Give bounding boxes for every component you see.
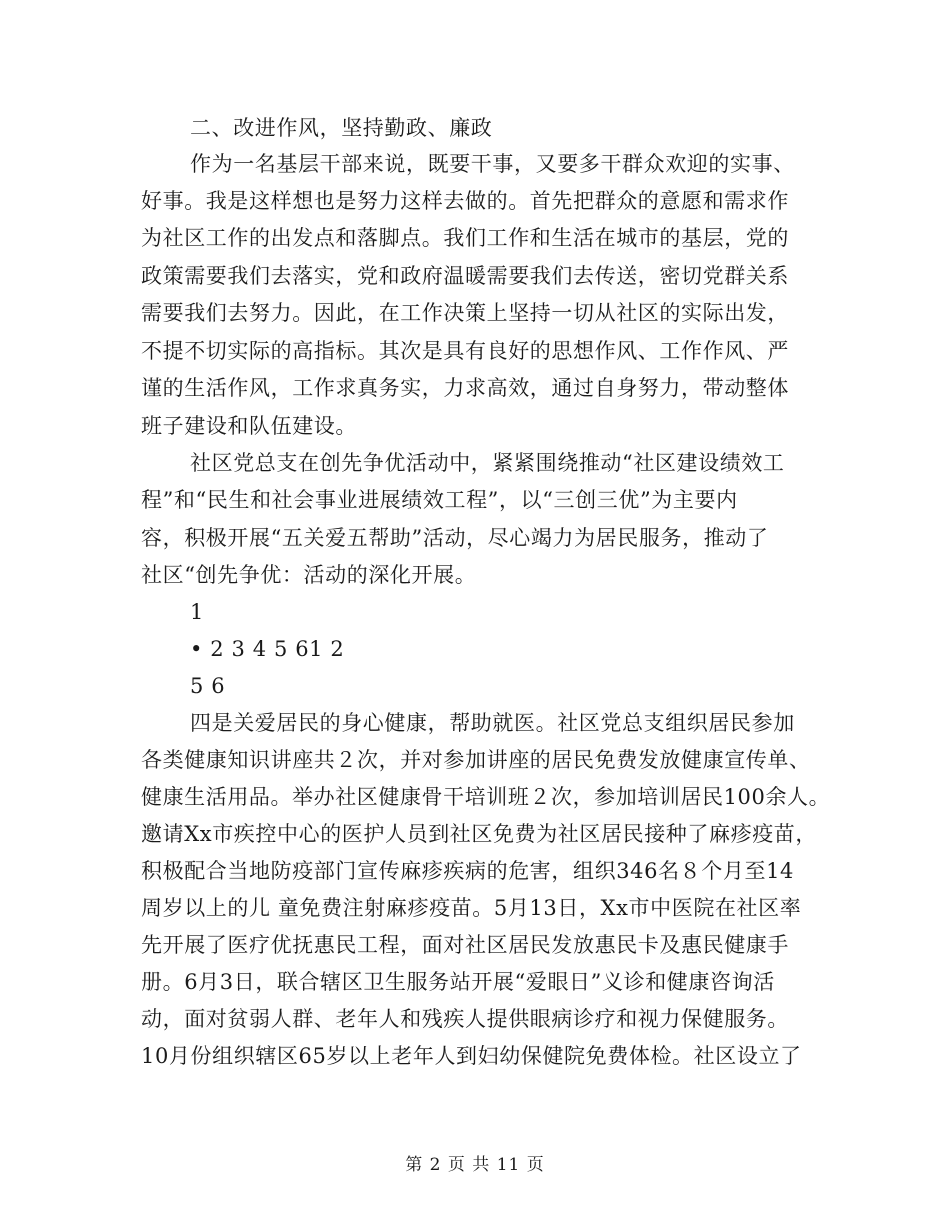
paragraph-line: 动，面对贫弱人群、老年人和残疾人提供眼病诊疗和视力保健服务。 bbox=[141, 1007, 789, 1031]
paragraph-line: 好事。我是这样想也是努力这样去做的。首先把群众的意愿和需求作 bbox=[141, 189, 789, 213]
paragraph-line: 周岁以上的儿 童免费注射麻疹疫苗。5月13日，Xx市中医院在社区率 bbox=[141, 896, 802, 920]
paragraph-line: 不提不切实际的高指标。其次是具有良好的思想作风、工作作风、严 bbox=[141, 339, 789, 363]
paragraph-line: 政策需要我们去落实，党和政府温暖需要我们去传送，密切党群关系 bbox=[141, 264, 789, 288]
paragraph-line: 各类健康知识讲座共２次，并对参加讲座的居民免费发放健康宣传单、 bbox=[141, 748, 811, 772]
paragraph-line: 健康生活用品。举办社区健康骨干培训班２次，参加培训居民100余人。 bbox=[141, 785, 831, 809]
page-footer: 第 2 页 共 11 页 bbox=[405, 1155, 545, 1175]
paragraph-line: 程”和“民生和社会事业进展绩效工程”，以“三创三优”为主要内 bbox=[141, 488, 738, 512]
section-heading: 二、改进作风，坚持勤政、廉政 bbox=[190, 116, 493, 140]
paragraph-line: 先开展了医疗优抚惠民工程，面对社区居民发放惠民卡及惠民健康手 bbox=[141, 933, 789, 957]
paragraph-line: 作为一名基层干部来说，既要干事，又要多干群众欢迎的实事、 bbox=[190, 152, 795, 176]
paragraph-line: 为社区工作的出发点和落脚点。我们工作和生活在城市的基层，党的 bbox=[141, 226, 789, 250]
list-numbers: 5 6 bbox=[190, 674, 226, 698]
list-numbers: • 2 3 4 5 61 2 bbox=[190, 637, 345, 661]
paragraph-line: 10月份组织辖区65岁以上老年人到妇幼保健院免费体检。社区设立了 bbox=[141, 1044, 802, 1068]
paragraph-line: 容，积极开展“五关爱五帮助”活动，尽心竭力为居民服务，推动了 bbox=[141, 526, 769, 550]
paragraph-line: 积极配合当地防疫部门宣传麻疹疾病的危害，组织346名８个月至14 bbox=[141, 859, 795, 883]
paragraph-line: 谨的生活作风，工作求真务实，力求高效，通过自身努力，带动整体 bbox=[141, 376, 789, 400]
list-number: 1 bbox=[190, 600, 204, 624]
paragraph-line: 需要我们去努力。因此，在工作决策上坚持一切从社区的实际出发， bbox=[141, 301, 789, 325]
paragraph-line: 班子建设和队伍建设。 bbox=[141, 414, 357, 438]
paragraph-line: 四是关爱居民的身心健康，帮助就医。社区党总支组织居民参加 bbox=[190, 711, 795, 735]
paragraph-line: 册。6月3日，联合辖区卫生服务站开展“爱眼日”义诊和健康咨询活 bbox=[141, 970, 775, 994]
paragraph-line: 社区党总支在创先争优活动中，紧紧围绕推动“社区建设绩效工 bbox=[190, 451, 785, 475]
paragraph-line: 邀请Xx市疾控中心的医护人员到社区免费为社区居民接种了麻疹疫苗， bbox=[141, 822, 817, 846]
paragraph-line: 社区“创先争优：活动的深化开展。 bbox=[141, 563, 477, 587]
